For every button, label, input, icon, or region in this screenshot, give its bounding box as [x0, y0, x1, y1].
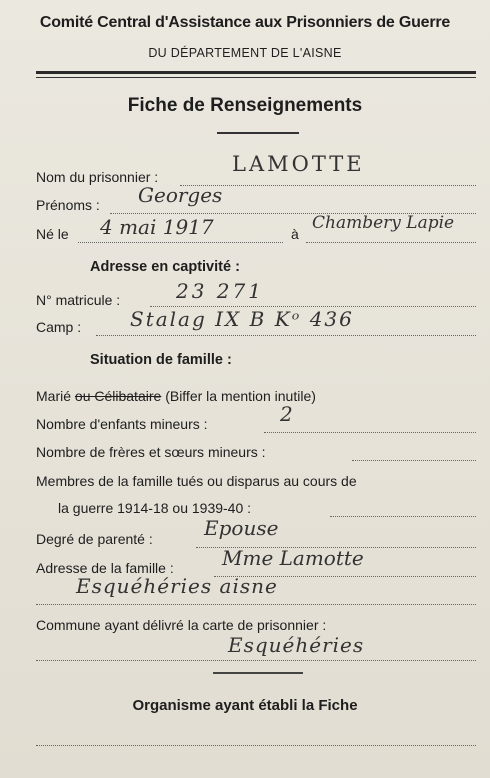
- organisme-line: [36, 745, 476, 746]
- marie-label: Marié: [36, 388, 72, 404]
- a-label: à: [291, 226, 299, 242]
- matricule-value: 23 271: [176, 279, 264, 303]
- celibataire-label: ou Célibataire: [74, 388, 162, 404]
- ne-le-label: Né le: [36, 226, 69, 242]
- birth-place-value: Chambery Lapie: [312, 213, 455, 233]
- freres-label: Nombre de frères et sœurs mineurs :: [36, 444, 266, 460]
- prenoms-value: Georges: [138, 183, 223, 207]
- header-rule-thick: [36, 71, 476, 74]
- camp-line: [96, 335, 476, 336]
- nom-line: [180, 185, 476, 186]
- enfants-line: [264, 432, 476, 433]
- commune-value: Esquéhéries: [228, 633, 365, 657]
- membres-label-line2: la guerre 1914-18 ou 1939-40 :: [58, 500, 252, 516]
- birth-date-value: 4 mai 1917: [100, 215, 214, 239]
- form-title: Fiche de Renseignements: [127, 95, 363, 116]
- title-underline: [217, 132, 299, 134]
- lieu-line: [306, 242, 476, 243]
- marital-status-line: [36, 388, 316, 404]
- adresse-line-2: [36, 604, 476, 605]
- organisme-heading: Organisme ayant établi la Fiche: [132, 697, 358, 714]
- date-line: [78, 242, 283, 243]
- camp-label: Camp :: [36, 319, 82, 335]
- nom-value: LAMOTTE: [232, 152, 365, 176]
- commune-line: [36, 660, 476, 661]
- membres-label-line1: Membres de la famille tués ou disparus au cours de: [36, 473, 357, 489]
- matricule-label: N° matricule :: [36, 292, 121, 308]
- marital-note: (Biffer la mention inutile): [165, 388, 316, 404]
- adresse-value: Mme Lamotte: [222, 546, 364, 570]
- adresse-label: Adresse de la famille :: [36, 560, 174, 576]
- prenoms-label: Prénoms :: [36, 197, 100, 213]
- department-heading: DU DÉPARTEMENT DE L'AISNE: [148, 46, 342, 60]
- nom-label: Nom du prisonnier :: [36, 169, 159, 185]
- parente-label: Degré de parenté :: [36, 531, 153, 547]
- header-rule-thin: [36, 77, 476, 78]
- family-section-label: Situation de famille :: [90, 352, 232, 368]
- parente-value: Epouse: [204, 516, 279, 540]
- footer-rule: [213, 672, 303, 674]
- membres-line: [330, 516, 476, 517]
- committee-heading: Comité Central d'Assistance aux Prisonniers de Guerre: [39, 14, 451, 31]
- captivity-section-label: Adresse en captivité :: [90, 259, 240, 275]
- enfants-label: Nombre d'enfants mineurs :: [36, 416, 208, 432]
- adresse-value-2: Esquéhéries aisne: [76, 574, 278, 598]
- freres-line: [352, 460, 476, 461]
- commune-label: Commune ayant délivré la carte de prisonnier :: [36, 617, 327, 633]
- enfants-value: 2: [280, 402, 293, 426]
- camp-value: Stalag IX B Kᵒ 436: [130, 307, 354, 331]
